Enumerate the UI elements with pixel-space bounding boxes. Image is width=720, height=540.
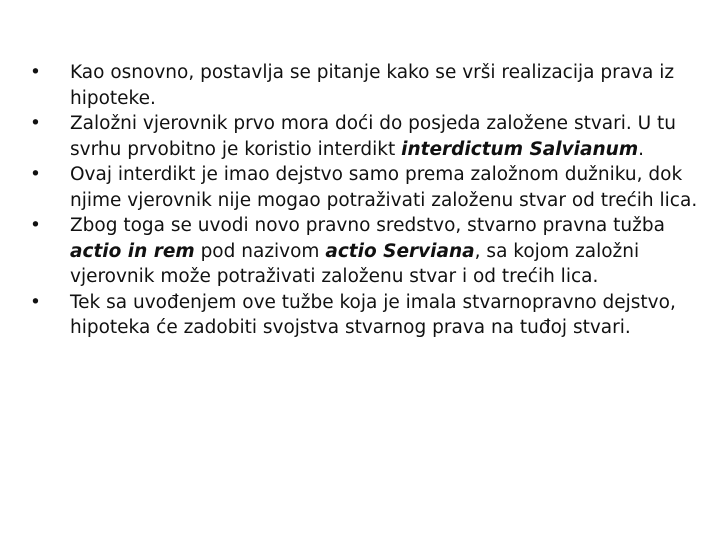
bullet-dot-icon: • xyxy=(30,164,41,185)
bullet-dot-icon: • xyxy=(30,215,41,236)
bullet-item xyxy=(30,213,700,290)
bullet-text: Zbog toga se uvodi novo pravno sredstvo, stvarno pravna tužba xyxy=(70,215,665,236)
bullet-text: , sa kojom založni vjerovnik može potraživati založenu stvar i od trećih lica. xyxy=(70,240,640,287)
emphasized-term: actio in rem xyxy=(70,240,195,262)
bullet-text: Ovaj interdikt je imao dejstvo samo prema založnom dužniku, dok njime vjerovnik nije mogao potraživati založenu stvar od trećih lica. xyxy=(70,164,698,211)
bullet-text: Založni vjerovnik prvo mora doći do posjeda založene stvari. U tu svrhu prvobitno je koristio interdikt xyxy=(70,113,677,160)
bullet-text: Tek sa uvođenjem ove tužbe koja je imala stvarnopravno dejstvo, hipoteka će zadobiti svojstva stvarnog prava na tuđoj stvari. xyxy=(70,291,676,338)
bullet-dot-icon: • xyxy=(30,62,41,83)
bullet-text: pod nazivom xyxy=(194,240,326,262)
bullet-text: Kao osnovno, postavlja se pitanje kako se vrši realizacija prava iz hipoteke. xyxy=(70,62,675,109)
bullet-dot-icon: • xyxy=(30,113,41,134)
bullet-item xyxy=(30,111,700,162)
emphasized-term: actio Serviana xyxy=(325,240,475,262)
bullet-item xyxy=(30,290,700,341)
bullet-text: . xyxy=(638,138,644,160)
bullet-item xyxy=(30,162,700,213)
bullet-dot-icon: • xyxy=(30,291,41,313)
emphasized-term: interdictum Salvianum xyxy=(401,138,639,160)
bullet-item xyxy=(30,60,700,111)
bullet-list xyxy=(30,60,700,341)
